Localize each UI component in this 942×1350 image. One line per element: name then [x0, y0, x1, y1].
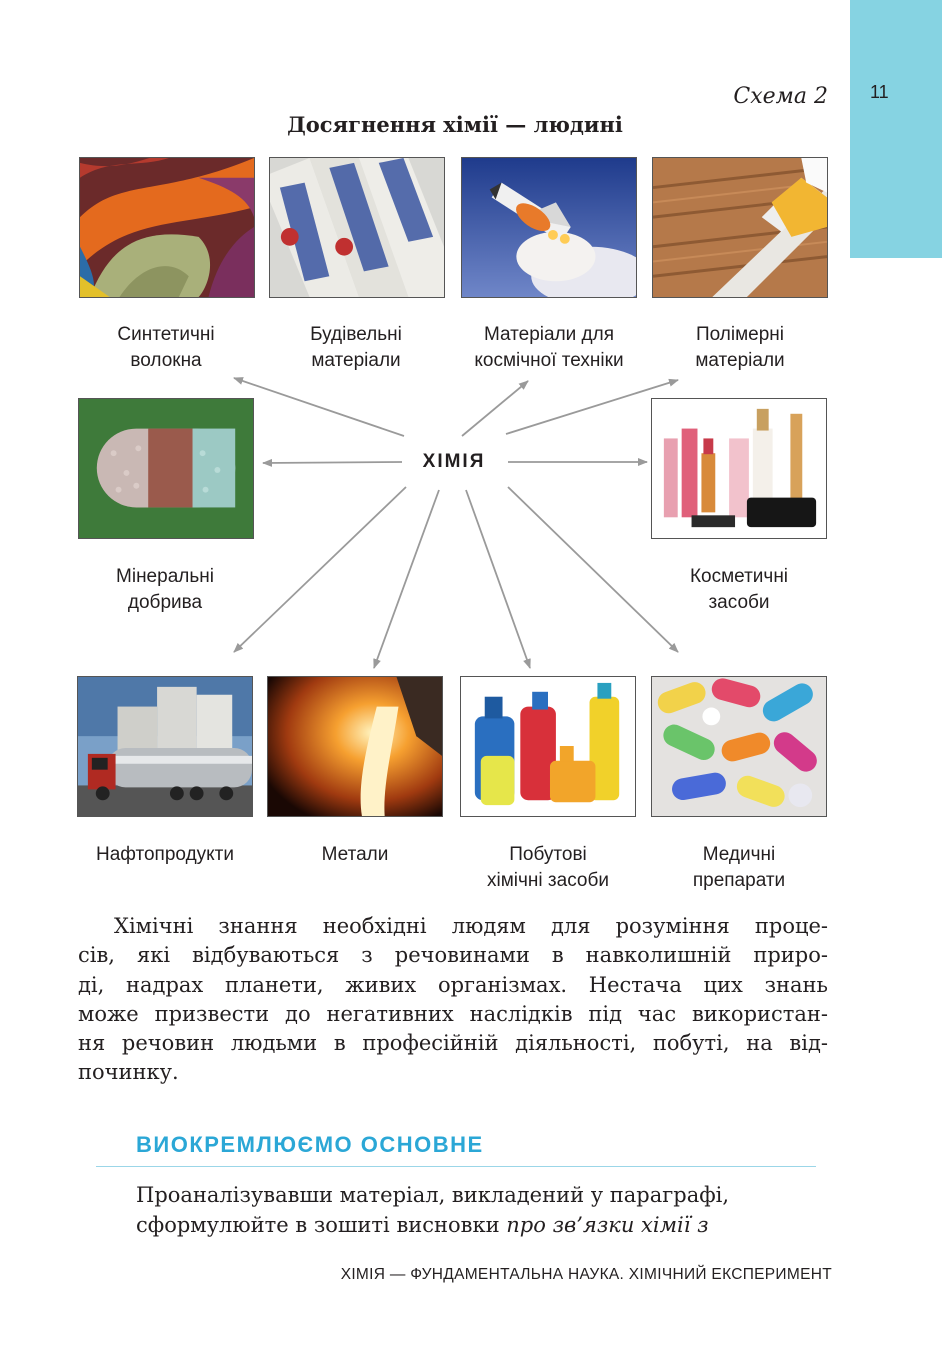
section-divider — [96, 1166, 816, 1167]
photo-oil-products — [77, 676, 253, 817]
photo-synthetic-fibers — [79, 157, 255, 298]
caption-oil-products: Нафтопродукти — [96, 844, 234, 865]
arrow-space-materials — [462, 381, 528, 436]
arrow-mineral-fertilizers — [263, 462, 402, 463]
task-text — [136, 1180, 836, 1240]
photo-space-materials — [461, 157, 637, 298]
page-number: 11 — [870, 82, 889, 102]
caption-cosmetics: Косметичні засоби — [689, 566, 789, 613]
body-line: ді, надрах планети, живих організмах. Нестача цих знань — [78, 972, 828, 997]
photo-medicines — [651, 676, 827, 817]
body-line: ня речовин людьми в професійній діяльності, побуті, на від- — [78, 1031, 828, 1056]
caption-medicines: Медичні препарати — [692, 844, 786, 891]
caption-space-materials: Матеріали для космічної техніки — [474, 324, 624, 371]
caption-synthetic-fibers: Синтетичні волокна — [117, 324, 215, 371]
photo-mineral-fertilizers — [78, 398, 254, 539]
task-line: Проаналізувавши матеріал, викладений у параграфі, — [136, 1183, 730, 1207]
body-line: починку. — [78, 1060, 179, 1085]
caption-metals: Метали — [321, 844, 389, 865]
body-line: Хімічні знання необхідні людям для розуміння проце- — [114, 914, 828, 938]
photo-cosmetics — [651, 398, 827, 539]
photo-building-materials — [269, 157, 445, 298]
task-line: сформулюйте в зошиті висновки про зв’язки хімії з — [136, 1213, 709, 1237]
arrow-household-chemicals — [466, 490, 530, 668]
scheme-label: Схема 2 — [733, 84, 828, 109]
caption-mineral-fertilizers: Мінеральні добрива — [116, 566, 214, 613]
center-label-chemistry: ХІМІЯ — [402, 451, 506, 473]
arrow-metals — [374, 490, 439, 668]
section-title: ВИОКРЕМЛЮЄМО ОСНОВНЕ — [136, 1132, 484, 1157]
scheme-title: Досягнення хімії — людині — [287, 112, 623, 137]
running-footer: ХІМІЯ — ФУНДАМЕНТАЛЬНА НАУКА. ХІМІЧНИЙ ЕКСПЕРИМЕНТ — [340, 1266, 832, 1283]
body-line: сів, які відбуваються з речовинами в навколишній приро- — [78, 943, 828, 968]
photo-metals — [267, 676, 443, 817]
caption-polymer-materials: Полімерні матеріали — [695, 324, 785, 371]
arrow-synthetic-fibers — [234, 378, 404, 436]
photo-polymer-materials — [652, 157, 828, 298]
caption-household-chemicals: Побутові хімічні засоби — [487, 844, 609, 891]
body-paragraph — [78, 912, 828, 1088]
photo-household-chemicals — [460, 676, 636, 817]
body-line: може призвести до негативних наслідків під час використан- — [78, 1001, 828, 1026]
caption-building-materials: Будівельні матеріали — [310, 324, 402, 371]
